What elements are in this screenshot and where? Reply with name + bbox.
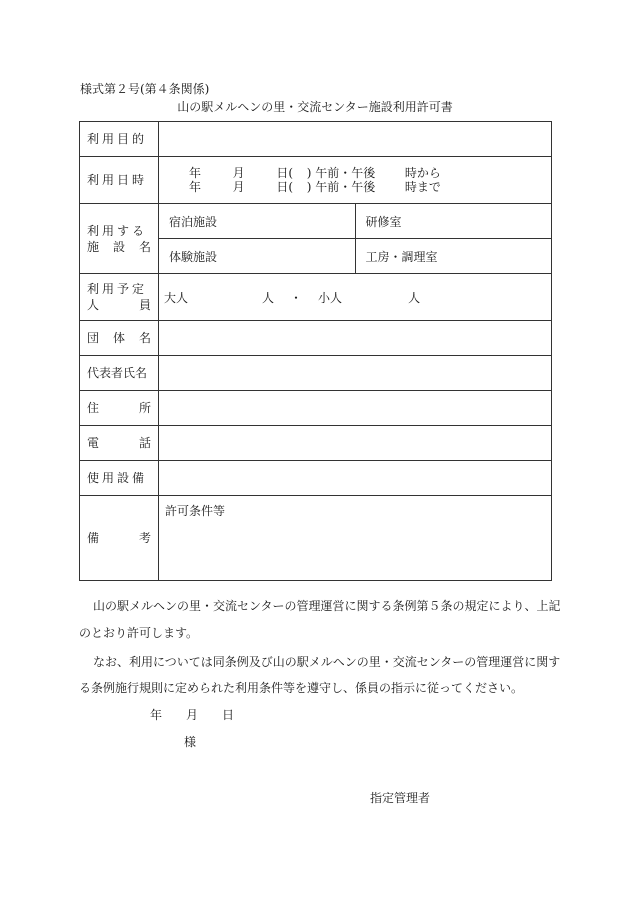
row-equipment	[80, 461, 552, 496]
datetime-from	[159, 166, 551, 180]
to-time: 時まで	[404, 180, 441, 194]
form-number: 様式第２号(第４条関係)	[80, 82, 210, 96]
attendance-separator: ・	[290, 290, 303, 305]
row-representative	[80, 356, 552, 391]
to-day: 日(	[276, 180, 294, 194]
representative-field[interactable]	[159, 356, 552, 391]
purpose-field[interactable]	[159, 122, 552, 157]
issue-year: 年	[150, 708, 163, 722]
label-facility	[80, 204, 159, 274]
row-purpose	[80, 122, 552, 157]
label-facility-line2: 施 設 名	[87, 239, 151, 254]
adult-unit: 人	[262, 290, 275, 305]
equipment-field[interactable]	[159, 461, 552, 496]
from-time: 時から	[404, 166, 441, 180]
document-title: 山の駅メルヘンの里・交流センター施設利用許可書	[177, 100, 453, 114]
permit-conditions-label: 許可条件等	[165, 504, 226, 518]
label-address: 住 所	[80, 391, 159, 426]
row-group-name	[80, 321, 552, 356]
row-address	[80, 391, 552, 426]
row-facility-lodging	[80, 204, 552, 239]
phone-field[interactable]	[159, 426, 552, 461]
label-attendance	[80, 274, 159, 321]
attendance-field[interactable]	[159, 274, 552, 321]
paragraph-2-line2: る条例施行規則に定められた利用条件等を遵守し、係員の指示に従ってください。	[79, 681, 524, 695]
facility-experience-name[interactable]: 工房・調理室	[355, 239, 552, 274]
row-remarks	[80, 496, 552, 581]
from-month: 月	[232, 166, 245, 180]
designated-manager: 指定管理者	[370, 791, 431, 805]
permit-form-table	[79, 121, 552, 581]
group-name-field[interactable]	[159, 321, 552, 356]
adult-label: 大人	[164, 290, 189, 305]
to-month: 月	[232, 180, 245, 194]
label-attendance-line1: 利用予定	[87, 282, 148, 296]
row-datetime	[80, 157, 552, 204]
label-representative: 代表者氏名	[80, 356, 159, 391]
datetime-to	[159, 180, 551, 194]
row-phone	[80, 426, 552, 461]
remarks-field[interactable]	[159, 496, 552, 581]
to-dow-close: )	[306, 180, 312, 194]
paragraph-1-line2: のとおり許可します。	[79, 626, 199, 640]
to-ampm: 午前・午後	[315, 180, 376, 194]
from-year: 年	[189, 166, 202, 180]
address-field[interactable]	[159, 391, 552, 426]
datetime-field[interactable]	[159, 157, 552, 204]
child-unit: 人	[408, 290, 421, 305]
label-phone: 電 話	[80, 426, 159, 461]
to-year: 年	[189, 180, 202, 194]
issue-date	[150, 706, 234, 723]
row-attendance	[80, 274, 552, 321]
label-datetime: 利用日時	[80, 157, 159, 204]
from-ampm: 午前・午後	[315, 166, 376, 180]
issue-month: 月	[186, 708, 199, 722]
label-attendance-line2: 人 員	[87, 298, 151, 312]
paragraph-1-line1: 山の駅メルヘンの里・交流センターの管理運営に関する条例第５条の規定により、上記	[93, 599, 561, 613]
label-group-name: 団 体 名	[80, 321, 159, 356]
issue-day: 日	[222, 708, 235, 722]
recipient-honorific: 様	[184, 735, 197, 749]
label-equipment: 使用設備	[80, 461, 159, 496]
label-facility-line1: 利用する	[87, 223, 148, 238]
child-label: 小人	[318, 290, 343, 305]
facility-category-experience: 体験施設	[159, 239, 356, 274]
label-purpose: 利用目的	[80, 122, 159, 157]
from-day: 日(	[276, 166, 294, 180]
from-dow-close: )	[306, 166, 312, 180]
paragraph-2-line1: なお、利用については同条例及び山の駅メルヘンの里・交流センターの管理運営に関す	[93, 655, 561, 669]
facility-category-lodging: 宿泊施設	[159, 204, 356, 239]
facility-lodging-name[interactable]: 研修室	[355, 204, 552, 239]
label-remarks: 備 考	[80, 496, 159, 581]
